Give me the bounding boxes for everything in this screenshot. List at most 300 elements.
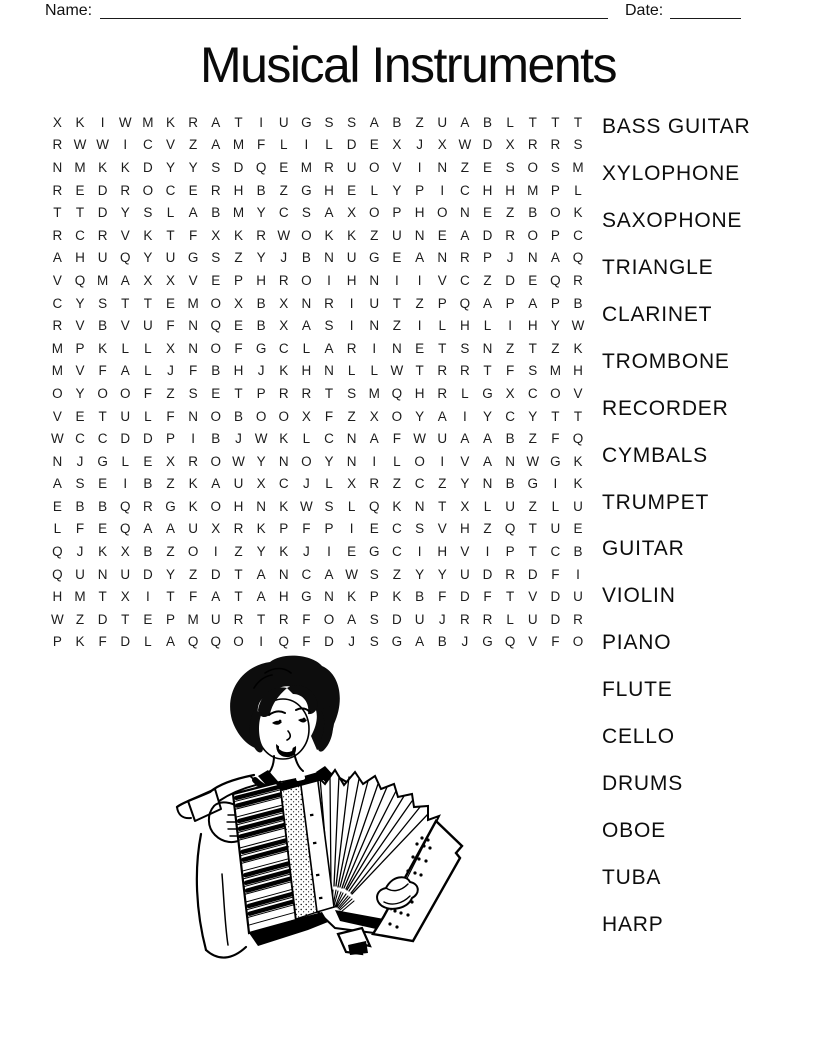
grid-letter: L	[166, 205, 175, 221]
grid-letter: X	[347, 205, 357, 221]
grid-letter: T	[143, 295, 152, 311]
grid-letter: X	[211, 521, 221, 537]
grid-letter: V	[52, 408, 62, 424]
grid-letter: Z	[166, 476, 175, 492]
grid-letter: T	[438, 340, 447, 356]
grid-letter: A	[460, 114, 470, 130]
grid-letter: E	[437, 227, 447, 243]
grid-letter: L	[144, 408, 152, 424]
grid-letter: G	[187, 250, 199, 266]
grid-letter: R	[188, 453, 199, 469]
skirt	[197, 834, 246, 958]
grid-letter: O	[527, 159, 539, 175]
grid-letter: V	[573, 385, 583, 401]
grid-letter: R	[143, 498, 153, 514]
grid-letter: G	[527, 476, 539, 492]
grid-letter: I	[213, 544, 218, 560]
grid-letter: W	[73, 137, 87, 153]
head	[230, 656, 340, 759]
grid-letter: U	[97, 250, 108, 266]
grid-letter: N	[324, 363, 334, 379]
grid-letter: D	[550, 589, 561, 605]
grid-letter: Y	[256, 544, 266, 560]
grid-letter: R	[188, 114, 199, 130]
grid-letter: R	[505, 227, 515, 243]
grid-letter: R	[278, 385, 289, 401]
grid-letter: S	[550, 159, 560, 175]
grid-letter: R	[97, 227, 108, 243]
grid-letter: A	[369, 431, 379, 447]
grid-row	[46, 134, 590, 157]
grid-letter: Q	[52, 566, 63, 582]
grid-letter: Q	[119, 250, 131, 266]
grid-letter: L	[483, 498, 492, 514]
grid-letter: K	[347, 589, 357, 605]
grid-letter: X	[279, 318, 289, 334]
grid-letter: Y	[392, 182, 402, 198]
grid-letter: J	[235, 431, 242, 447]
grid-letter: A	[211, 114, 221, 130]
grid-letter: K	[279, 431, 289, 447]
grid-letter: U	[369, 295, 380, 311]
grid-letter: L	[302, 340, 311, 356]
grid-letter: R	[52, 318, 63, 334]
grid-letter: V	[437, 521, 447, 537]
grid-letter: A	[482, 295, 492, 311]
grid-letter: S	[460, 340, 470, 356]
grid-letter: Z	[392, 476, 402, 492]
grid-letter: O	[210, 498, 222, 514]
grid-letter: Y	[460, 476, 470, 492]
grid-letter: F	[256, 137, 266, 153]
grid-letter: F	[189, 589, 198, 605]
grid-letter: X	[301, 408, 311, 424]
grid-letter: V	[75, 318, 85, 334]
grid-letter: Q	[391, 385, 403, 401]
grid-letter: U	[75, 566, 85, 582]
grid-letter: F	[302, 521, 311, 537]
grid-row	[46, 585, 590, 608]
grid-letter: T	[166, 589, 175, 605]
grid-letter: L	[370, 182, 379, 198]
grid-letter: Q	[459, 295, 471, 311]
grid-letter: T	[528, 340, 537, 356]
grid-letter: R	[346, 340, 357, 356]
grid-letter: O	[301, 272, 312, 288]
grid-letter: Z	[347, 408, 356, 424]
grid-letter: X	[143, 272, 153, 288]
grid-letter: P	[415, 182, 425, 198]
grid-letter: U	[120, 408, 131, 424]
grid-letter: I	[191, 431, 196, 447]
grid-letter: B	[98, 318, 108, 334]
grid-letter: C	[97, 431, 108, 447]
grid-letter: O	[436, 205, 448, 221]
grid-letter: Z	[415, 295, 424, 311]
grid-letter: U	[210, 611, 221, 627]
grid-letter: T	[234, 566, 243, 582]
grid-letter: Z	[234, 250, 243, 266]
grid-letter: B	[573, 295, 583, 311]
grid-letter: P	[550, 182, 560, 198]
grid-letter: A	[211, 137, 221, 153]
grid-letter: S	[211, 159, 221, 175]
grid-letter: Q	[255, 159, 267, 175]
grid-letter: T	[392, 295, 402, 311]
grid-letter: A	[482, 431, 492, 447]
grid-letter: Z	[189, 566, 198, 582]
grid-letter: Y	[75, 295, 85, 311]
grid-letter: V	[120, 318, 130, 334]
grid-letter: N	[278, 453, 289, 469]
grid-letter: R	[233, 521, 244, 537]
grid-letter: P	[550, 227, 560, 243]
grid-letter: Q	[52, 544, 63, 560]
grid-letter: I	[576, 566, 580, 582]
grid-letter: O	[278, 408, 289, 424]
grid-letter: T	[506, 589, 515, 605]
grid-letter: P	[505, 544, 515, 560]
grid-letter: G	[301, 589, 312, 605]
grid-letter: L	[325, 137, 333, 153]
grid-letter: I	[417, 159, 422, 175]
name-label: Name:	[45, 2, 93, 19]
grid-letter: Y	[528, 408, 538, 424]
grid-letter: Z	[415, 114, 424, 130]
grid-letter: O	[550, 205, 561, 221]
grid-letter: Z	[166, 544, 175, 560]
grid-letter: V	[528, 589, 538, 605]
grid-letter: R	[52, 137, 63, 153]
grid-letter: U	[278, 114, 289, 130]
grid-letter: K	[98, 159, 108, 175]
word-list-item: GUITAR	[602, 537, 685, 561]
grid-letter: B	[211, 363, 221, 379]
grid-letter: T	[121, 611, 130, 627]
grid-letter: K	[256, 521, 266, 537]
grid-letter: J	[167, 363, 174, 379]
grid-letter: I	[508, 318, 513, 334]
grid-letter: U	[573, 498, 583, 514]
grid-letter: X	[52, 114, 62, 130]
grid-letter: H	[414, 385, 425, 401]
grid-letter: E	[369, 521, 379, 537]
grid-letter: U	[414, 611, 425, 627]
grid-letter: M	[142, 114, 154, 130]
grid-letter: V	[120, 227, 130, 243]
grid-letter: O	[187, 544, 199, 560]
grid-letter: B	[256, 318, 266, 334]
grid-letter: Q	[572, 250, 584, 266]
grid-letter: X	[505, 385, 515, 401]
grid-letter: R	[278, 611, 289, 627]
grid-letter: I	[327, 272, 331, 288]
grid-letter: O	[527, 227, 539, 243]
word-list-item: DRUMS	[602, 771, 683, 795]
grid-letter: K	[573, 340, 583, 356]
grid-letter: K	[166, 114, 176, 130]
accordion	[233, 770, 462, 955]
grid-letter: P	[256, 385, 266, 401]
grid-letter: Z	[392, 318, 402, 334]
grid-letter: F	[143, 385, 152, 401]
grid-row	[46, 201, 590, 224]
grid-letter: E	[528, 272, 538, 288]
grid-letter: C	[505, 408, 515, 424]
word-list-item: CLARINET	[602, 303, 713, 326]
grid-letter: E	[233, 318, 243, 334]
grid-letter: R	[324, 159, 334, 175]
grid-letter: I	[349, 521, 354, 537]
grid-letter: O	[210, 295, 222, 311]
grid-letter: V	[460, 453, 470, 469]
grid-letter: G	[255, 340, 267, 356]
grid-letter: F	[324, 408, 334, 424]
grid-letter: R	[482, 611, 493, 627]
grid-letter: N	[97, 566, 108, 582]
grid-letter: K	[188, 498, 198, 514]
grid-letter: P	[233, 272, 243, 288]
grid-letter: M	[187, 295, 199, 311]
grid-letter: S	[573, 137, 583, 153]
grid-letter: A	[482, 453, 492, 469]
grid-letter: K	[347, 227, 357, 243]
grid-letter: A	[324, 340, 334, 356]
grid-letter: C	[301, 566, 312, 582]
grid-letter: R	[210, 182, 221, 198]
grid-letter: F	[166, 318, 175, 334]
grid-letter: G	[550, 453, 561, 469]
grid-letter: E	[392, 250, 402, 266]
grid-letter: R	[301, 385, 312, 401]
grid-letter: N	[188, 340, 199, 356]
grid-letter: S	[211, 250, 221, 266]
word-search-grid	[46, 111, 590, 653]
grid-letter: H	[256, 272, 266, 288]
grid-letter: B	[233, 408, 243, 424]
grid-letter: P	[52, 634, 62, 650]
grid-row	[46, 179, 590, 202]
grid-letter: B	[211, 205, 221, 221]
grid-letter: Z	[528, 431, 537, 447]
grid-letter: T	[528, 544, 537, 560]
grid-letter: T	[121, 295, 130, 311]
grid-letter: A	[52, 476, 62, 492]
grid-letter: T	[528, 114, 537, 130]
word-list-item: PIANO	[602, 631, 672, 655]
grid-letter: M	[74, 159, 86, 175]
grid-letter: L	[279, 137, 288, 153]
word-list-item: TUBA	[602, 865, 662, 889]
grid-letter: S	[528, 363, 538, 379]
grid-letter: C	[459, 182, 470, 198]
word-list-item: TRIANGLE	[602, 256, 714, 280]
grid-letter: W	[299, 498, 313, 514]
grid-letter: L	[121, 340, 129, 356]
grid-letter: D	[392, 611, 402, 627]
grid-letter: X	[120, 589, 130, 605]
grid-letter: R	[256, 227, 266, 243]
grid-letter: A	[211, 476, 221, 492]
grid-letter: N	[437, 250, 448, 266]
grid-letter: I	[485, 544, 490, 560]
grid-letter: Q	[119, 498, 131, 514]
date-label: Date:	[625, 2, 664, 19]
grid-letter: K	[573, 453, 583, 469]
grid-row	[46, 382, 590, 405]
grid-row	[46, 156, 590, 179]
grid-letter: X	[166, 453, 176, 469]
word-list-item: VIOLIN	[602, 584, 676, 608]
grid-letter: B	[573, 544, 583, 560]
grid-letter: Q	[278, 634, 289, 650]
grid-letter: B	[505, 431, 515, 447]
grid-letter: X	[460, 498, 470, 514]
grid-letter: C	[278, 476, 289, 492]
grid-letter: Z	[75, 611, 85, 627]
grid-letter: E	[482, 159, 492, 175]
grid-letter: G	[165, 498, 176, 514]
grid-letter: Z	[279, 182, 288, 198]
grid-letter: I	[395, 272, 399, 288]
grid-letter: B	[256, 295, 266, 311]
grid-letter: T	[234, 114, 243, 130]
grid-letter: V	[52, 272, 62, 288]
page-title: Musical Instruments	[199, 37, 617, 93]
grid-letter: T	[256, 611, 266, 627]
grid-letter: A	[437, 408, 447, 424]
grid-letter: O	[210, 340, 222, 356]
grid-letter: T	[415, 363, 424, 379]
grid-letter: C	[550, 544, 561, 560]
grid-letter: E	[143, 611, 153, 627]
grid-letter: Q	[187, 634, 199, 650]
word-list-item: XYLOPHONE	[602, 162, 740, 186]
word-list-item: HARP	[602, 912, 664, 936]
grid-letter: U	[165, 250, 176, 266]
grid-letter: R	[527, 137, 538, 153]
grid-letter: L	[121, 453, 129, 469]
grid-letter: Y	[75, 385, 85, 401]
grid-letter: O	[323, 611, 335, 627]
grid-letter: Y	[256, 453, 266, 469]
grid-row	[46, 247, 590, 270]
grid-letter: O	[550, 385, 561, 401]
grid-letter: R	[52, 227, 63, 243]
grid-letter: O	[391, 408, 403, 424]
grid-letter: G	[97, 453, 108, 469]
grid-letter: A	[415, 250, 425, 266]
grid-letter: N	[256, 498, 266, 514]
grid-letter: X	[166, 340, 176, 356]
grid-letter: S	[75, 476, 85, 492]
grid-letter: L	[506, 114, 514, 130]
grid-letter: W	[96, 137, 109, 153]
grid-letter: O	[255, 408, 267, 424]
grid-letter: F	[551, 566, 560, 582]
grid-letter: L	[461, 385, 469, 401]
grid-letter: X	[211, 227, 221, 243]
grid-letter: K	[279, 363, 289, 379]
grid-letter: H	[346, 272, 357, 288]
grid-letter: P	[392, 205, 402, 221]
grid-letter: N	[505, 453, 515, 469]
grid-letter: U	[120, 566, 131, 582]
grid-letter: M	[232, 137, 245, 153]
grid-letter: C	[143, 137, 153, 153]
grid-letter: S	[369, 611, 379, 627]
grid-letter: M	[187, 611, 199, 627]
grid-letter: Y	[550, 318, 560, 334]
grid-letter: R	[573, 611, 583, 627]
grid-letter: T	[483, 363, 492, 379]
grid-letter: U	[573, 589, 583, 605]
grid-letter: S	[505, 159, 515, 175]
grid-letter: F	[166, 408, 175, 424]
grid-letter: J	[416, 137, 423, 153]
grid-letter: P	[166, 431, 176, 447]
grid-letter: O	[210, 408, 222, 424]
grid-letter: V	[460, 544, 470, 560]
grid-letter: R	[369, 476, 380, 492]
grid-letter: N	[188, 408, 199, 424]
grid-letter: J	[461, 634, 469, 650]
grid-letter: E	[75, 408, 85, 424]
grid-letter: B	[392, 114, 402, 130]
grid-letter: A	[369, 114, 379, 130]
grid-letter: F	[302, 634, 311, 650]
grid-row	[46, 473, 590, 496]
grid-letter: E	[166, 295, 176, 311]
grid-letter: P	[166, 611, 176, 627]
grid-letter: E	[347, 182, 357, 198]
grid-letter: D	[482, 566, 493, 582]
grid-letter: I	[349, 318, 354, 334]
grid-letter: Q	[572, 431, 584, 447]
grid-letter: E	[369, 137, 379, 153]
grid-letter: N	[459, 205, 470, 221]
grid-row	[46, 337, 590, 360]
grid-letter: V	[528, 634, 538, 650]
grid-letter: Q	[210, 318, 222, 334]
grid-letter: D	[143, 159, 153, 175]
grid-letter: O	[572, 634, 584, 650]
grid-row	[46, 111, 590, 134]
grid-letter: Q	[74, 272, 86, 288]
grid-letter: O	[119, 385, 131, 401]
grid-letter: J	[506, 250, 514, 266]
grid-letter: F	[98, 634, 107, 650]
grid-letter: Z	[506, 340, 515, 356]
grid-letter: G	[482, 634, 493, 650]
grid-letter: W	[390, 363, 404, 379]
grid-letter: S	[324, 318, 334, 334]
grid-letter: S	[347, 385, 357, 401]
grid-letter: F	[234, 340, 243, 356]
grid-letter: M	[300, 159, 312, 175]
grid-letter: E	[347, 544, 357, 560]
grid-letter: I	[349, 295, 354, 311]
grid-row	[46, 405, 590, 428]
grid-letter: Y	[166, 159, 176, 175]
grid-letter: G	[369, 250, 380, 266]
grid-letter: I	[259, 114, 263, 130]
grid-letter: K	[573, 476, 583, 492]
grid-letter: X	[437, 137, 447, 153]
grid-letter: D	[527, 566, 538, 582]
grid-letter: G	[301, 114, 312, 130]
word-list-item: FLUTE	[602, 678, 673, 702]
